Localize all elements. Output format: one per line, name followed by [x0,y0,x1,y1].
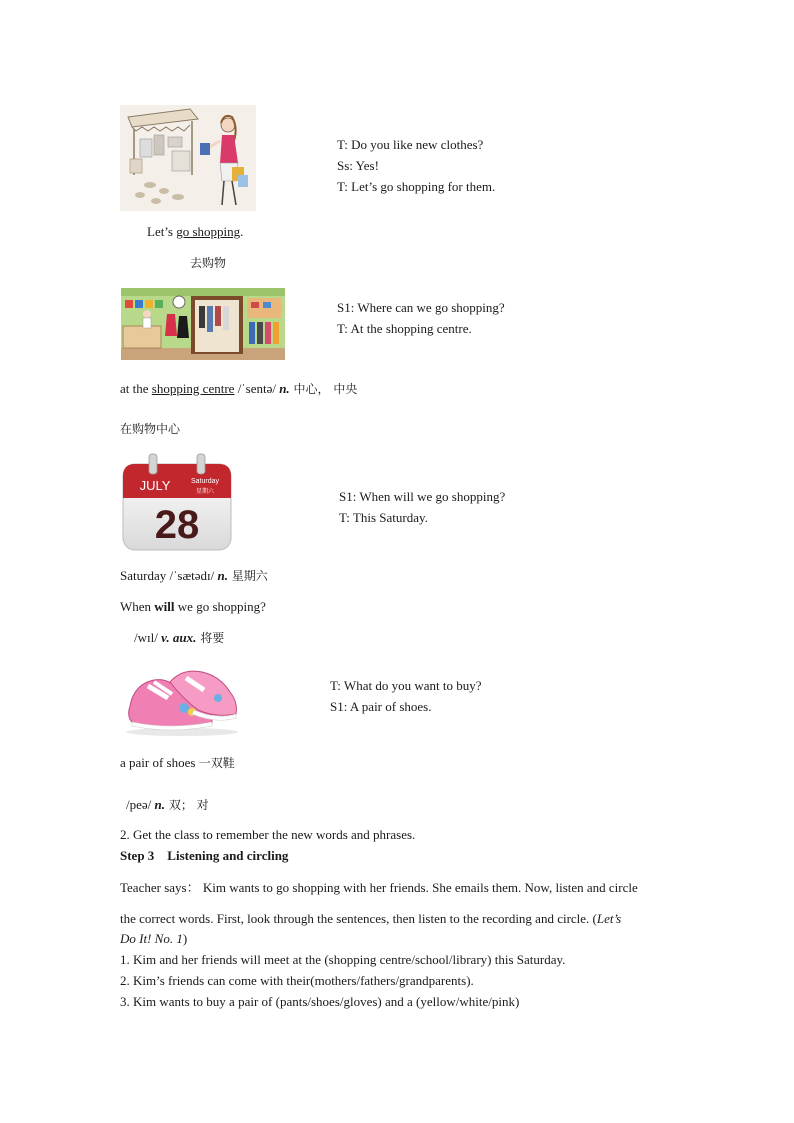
phrase-text: . [240,224,244,239]
chinese-gloss: 中心， 中央 [289,382,358,396]
shopping-centre-vocab [120,381,357,397]
textbook-reference: Let’s [596,911,622,926]
list-item: 3. Kim wants to buy a pair of (pants/shoes/gloves) and a (yellow/white/pink) [120,994,520,1009]
go-shopping-phrase [147,224,243,240]
go-shopping-translation: 去购物 [190,256,227,270]
dialogue-line: S1: When will we go shopping? [339,489,506,504]
chinese-gloss: 将要 [196,631,225,645]
shopping-centre-illustration [121,288,285,360]
saturday-vocab [120,568,268,584]
part-of-speech: v. aux. [161,630,197,645]
go-shopping-underlined: go shopping [176,224,241,239]
dialogue-line: S1: Where can we go shopping? [337,300,505,315]
svg-text:Saturday: Saturday [190,478,220,485]
shopping-centre-translation: 在购物中心 [120,422,181,436]
pair-of-shoes-phrase [120,755,235,771]
dialogue-line: Ss: Yes! [337,158,379,173]
dialogue-line: T: At the shopping centre. [337,321,472,336]
step3-intro-line1: Teacher says： Kim wants to go shopping with her friends. She emails them. Now, listen and circle [120,880,638,895]
chinese-gloss: 星期六 [227,569,268,583]
remember-note: 2. Get the class to remember the new words and phrases. [120,827,416,842]
intro-text: ) [182,931,188,946]
dialogue-line: T: What do you want to buy? [330,678,482,693]
dialogue-line: T: This Saturday. [339,510,428,525]
will-bold: will [154,599,175,614]
calendar-day-cn [196,487,215,495]
will-sentence [120,599,266,615]
intro-text: the correct words. First, look through the sentences, then listen to the recording and circle. ( [120,911,597,926]
chinese-gloss: 一双鞋 [198,756,235,770]
phonetic: /peə/ [126,797,155,812]
calendar-month [140,478,171,493]
textbook-reference: Do It! No. 1 [120,931,183,946]
step3-heading: Step 3 Listening and circling [120,848,289,863]
dialogue-line: T: Let’s go shopping for them. [337,179,496,194]
phonetic: /wɪl/ [134,630,162,645]
list-item: 1. Kim and her friends will meet at the (shopping centre/school/library) this Saturday. [120,952,566,967]
shopping-centre-underlined: shopping centre [151,381,235,396]
calendar-day-en [191,478,220,485]
calendar-icon [121,452,233,552]
saturday-dialogue [339,489,505,531]
dialogue-line: T: Do you like new clothes? [337,137,484,152]
step3-intro-line2 [120,911,621,927]
chinese-gloss: 双； 对 [165,798,209,812]
svg-text:JULY: JULY [139,478,171,493]
shopping-dialogue [337,137,495,200]
phrase-text: Let’s [147,224,177,239]
shopping-lady-illustration [120,105,256,211]
part-of-speech: n. [217,568,228,583]
pair-vocab [126,797,209,813]
will-vocab [134,630,224,646]
vocab-prefix: at the [120,381,152,396]
phonetic: /ˈsentə/ [234,381,280,396]
shoes-dialogue [330,678,481,720]
dialogue-line: S1: A pair of shoes. [330,699,432,714]
vocab-word: Saturday /ˈsætədɪ/ [120,568,218,583]
part-of-speech: n. [279,381,290,396]
part-of-speech: n. [154,797,165,812]
list-item: 2. Kim’s friends can come with their(mothers/fathers/grandparents). [120,973,474,988]
step3-items [120,952,565,1015]
pink-shoes-illustration [120,662,242,738]
phrase-text: a pair of shoes [120,755,199,770]
svg-text:28: 28 [154,503,200,547]
svg-text:星期六: 星期六 [195,488,215,495]
shopping-centre-dialogue [337,300,505,342]
sentence-text: we go shopping? [174,599,266,614]
step3-intro-line3 [120,931,187,947]
sentence-text: When [120,599,155,614]
calendar-date [155,503,200,547]
